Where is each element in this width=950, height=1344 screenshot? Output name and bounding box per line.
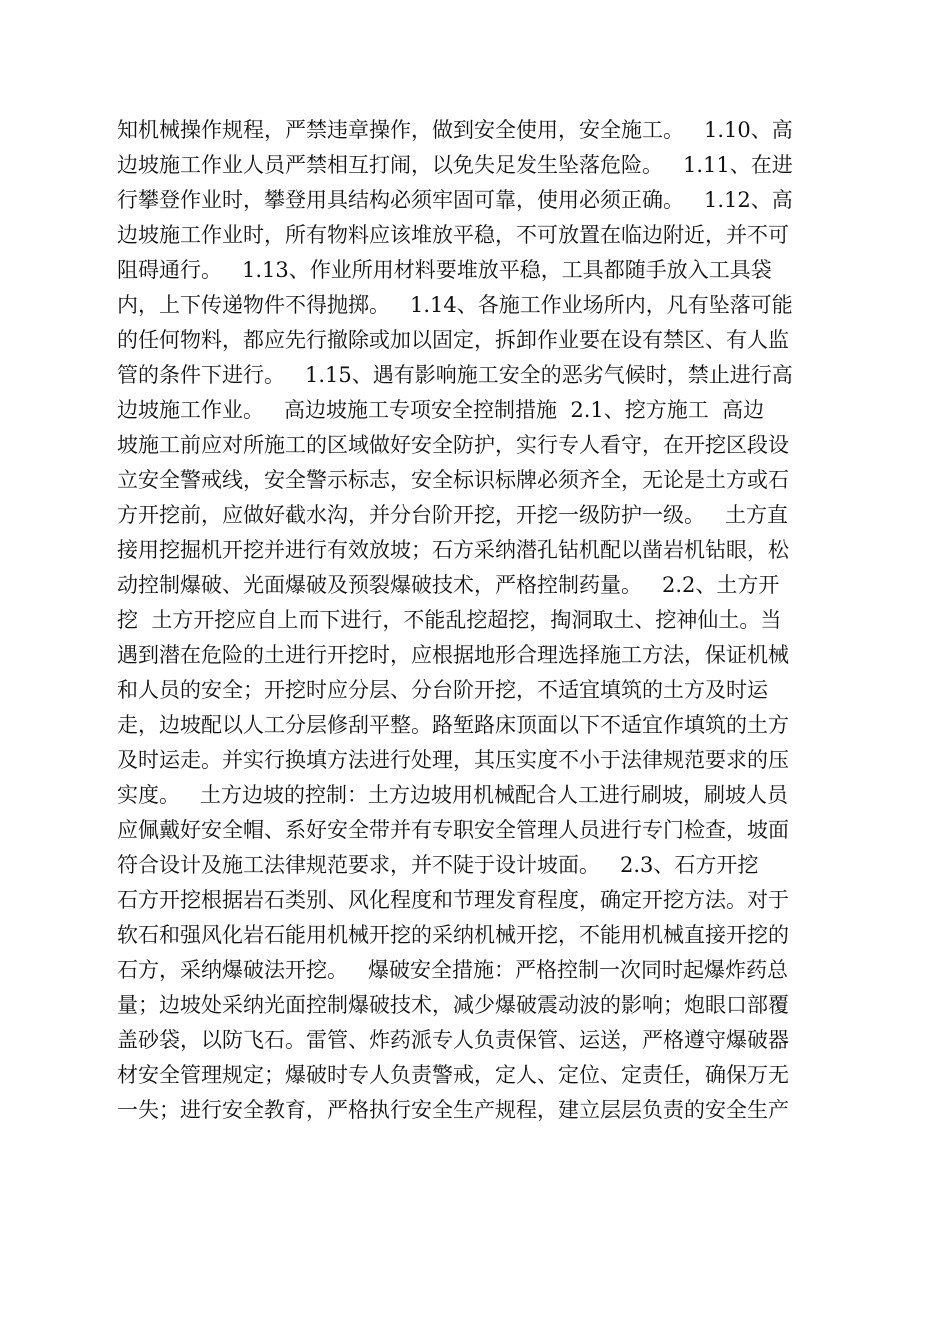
text-line: 边坡施工作业时，所有物料应该堆放平稳，不可放置在临边附近，并不可 <box>117 223 789 247</box>
text-line: 接用挖掘机开挖并进行有效放坡；石方采纳潜孔钻机配以凿岩机钻眼，松 <box>117 538 789 562</box>
text-line: 管的条件下进行。 1.15、遇有影响施工安全的恶劣气候时，禁止进行高 <box>117 363 793 387</box>
text-line: 的任何物料，都应先行撤除或加以固定，拆卸作业要在设有禁区、有人监 <box>117 328 789 352</box>
text-line: 软石和强风化岩石能用机械开挖的采纳机械开挖，不能用机械直接开挖的 <box>117 923 789 947</box>
text-line: 石方，采纳爆破法开挖。 爆破安全措施：严格控制一次同时起爆炸药总 <box>117 958 789 982</box>
text-line: 行攀登作业时，攀登用具结构必须牢固可靠，使用必须正确。 1.12、高 <box>117 188 793 212</box>
text-line: 及时运走。并实行换填方法进行处理，其压实度不小于法律规范要求的压 <box>117 748 789 772</box>
text-line: 方开挖前，应做好截水沟，并分台阶开挖，开挖一级防护一级。 土方直 <box>117 503 789 527</box>
text-line: 内，上下传递物件不得抛掷。 1.14、各施工作业场所内，凡有坠落可能 <box>117 293 793 317</box>
text-line: 立安全警戒线，安全警示标志，安全标识标牌必须齐全，无论是土方或石 <box>117 468 789 492</box>
text-line: 动控制爆破、光面爆破及预裂爆破技术，严格控制药量。 2.2、土方开 <box>117 573 780 597</box>
text-line: 和人员的安全；开挖时应分层、分台阶开挖，不适宜填筑的土方及时运 <box>117 678 768 702</box>
text-line: 走，边坡配以人工分层修刮平整。路堑路床顶面以下不适宜作填筑的土方 <box>117 713 789 737</box>
text-line: 边坡施工作业。 高边坡施工专项安全控制措施 2.1、挖方施工 高边 <box>117 398 765 422</box>
text-line: 盖砂袋，以防飞石。雷管、炸药派专人负责保管、运送，严格遵守爆破器 <box>117 1028 789 1052</box>
text-line: 边坡施工作业人员严禁相互打闹，以免失足发生坠落危险。 1.11、在进 <box>117 153 793 177</box>
text-line: 遇到潜在危险的土进行开挖时，应根据地形合理选择施工方法，保证机械 <box>117 643 789 667</box>
text-line: 应佩戴好安全帽、系好安全带并有专职安全管理人员进行专门检查，坡面 <box>117 818 789 842</box>
text-line: 实度。 土方边坡的控制：土方边坡用机械配合人工进行刷坡，刷坡人员 <box>117 783 789 807</box>
text-line: 石方开挖根据岩石类别、风化程度和节理发育程度，确定开挖方法。对于 <box>117 888 789 912</box>
text-line: 一失；进行安全教育，严格执行安全生产规程，建立层层负责的安全生产 <box>117 1098 789 1122</box>
text-line: 坡施工前应对所施工的区域做好安全防护，实行专人看守，在开挖区段设 <box>117 433 789 457</box>
text-line: 材安全管理规定；爆破时专人负责警戒，定人、定位、定责任，确保万无 <box>117 1063 789 1087</box>
text-line: 阻碍通行。 1.13、作业所用材料要堆放平稳，工具都随手放入工具袋 <box>117 258 772 282</box>
body-text <box>117 113 837 1128</box>
text-line: 挖 土方开挖应自上而下进行，不能乱挖超挖，掏洞取土、挖神仙土。当 <box>117 608 782 632</box>
text-line: 知机械操作规程，严禁违章操作，做到安全使用，安全施工。 1.10、高 <box>117 118 793 142</box>
text-line: 符合设计及施工法律规范要求，并不陡于设计坡面。 2.3、石方开挖 <box>117 853 759 877</box>
text-line: 量；边坡处采纳光面控制爆破技术，减少爆破震动波的影响；炮眼口部覆 <box>117 993 789 1017</box>
